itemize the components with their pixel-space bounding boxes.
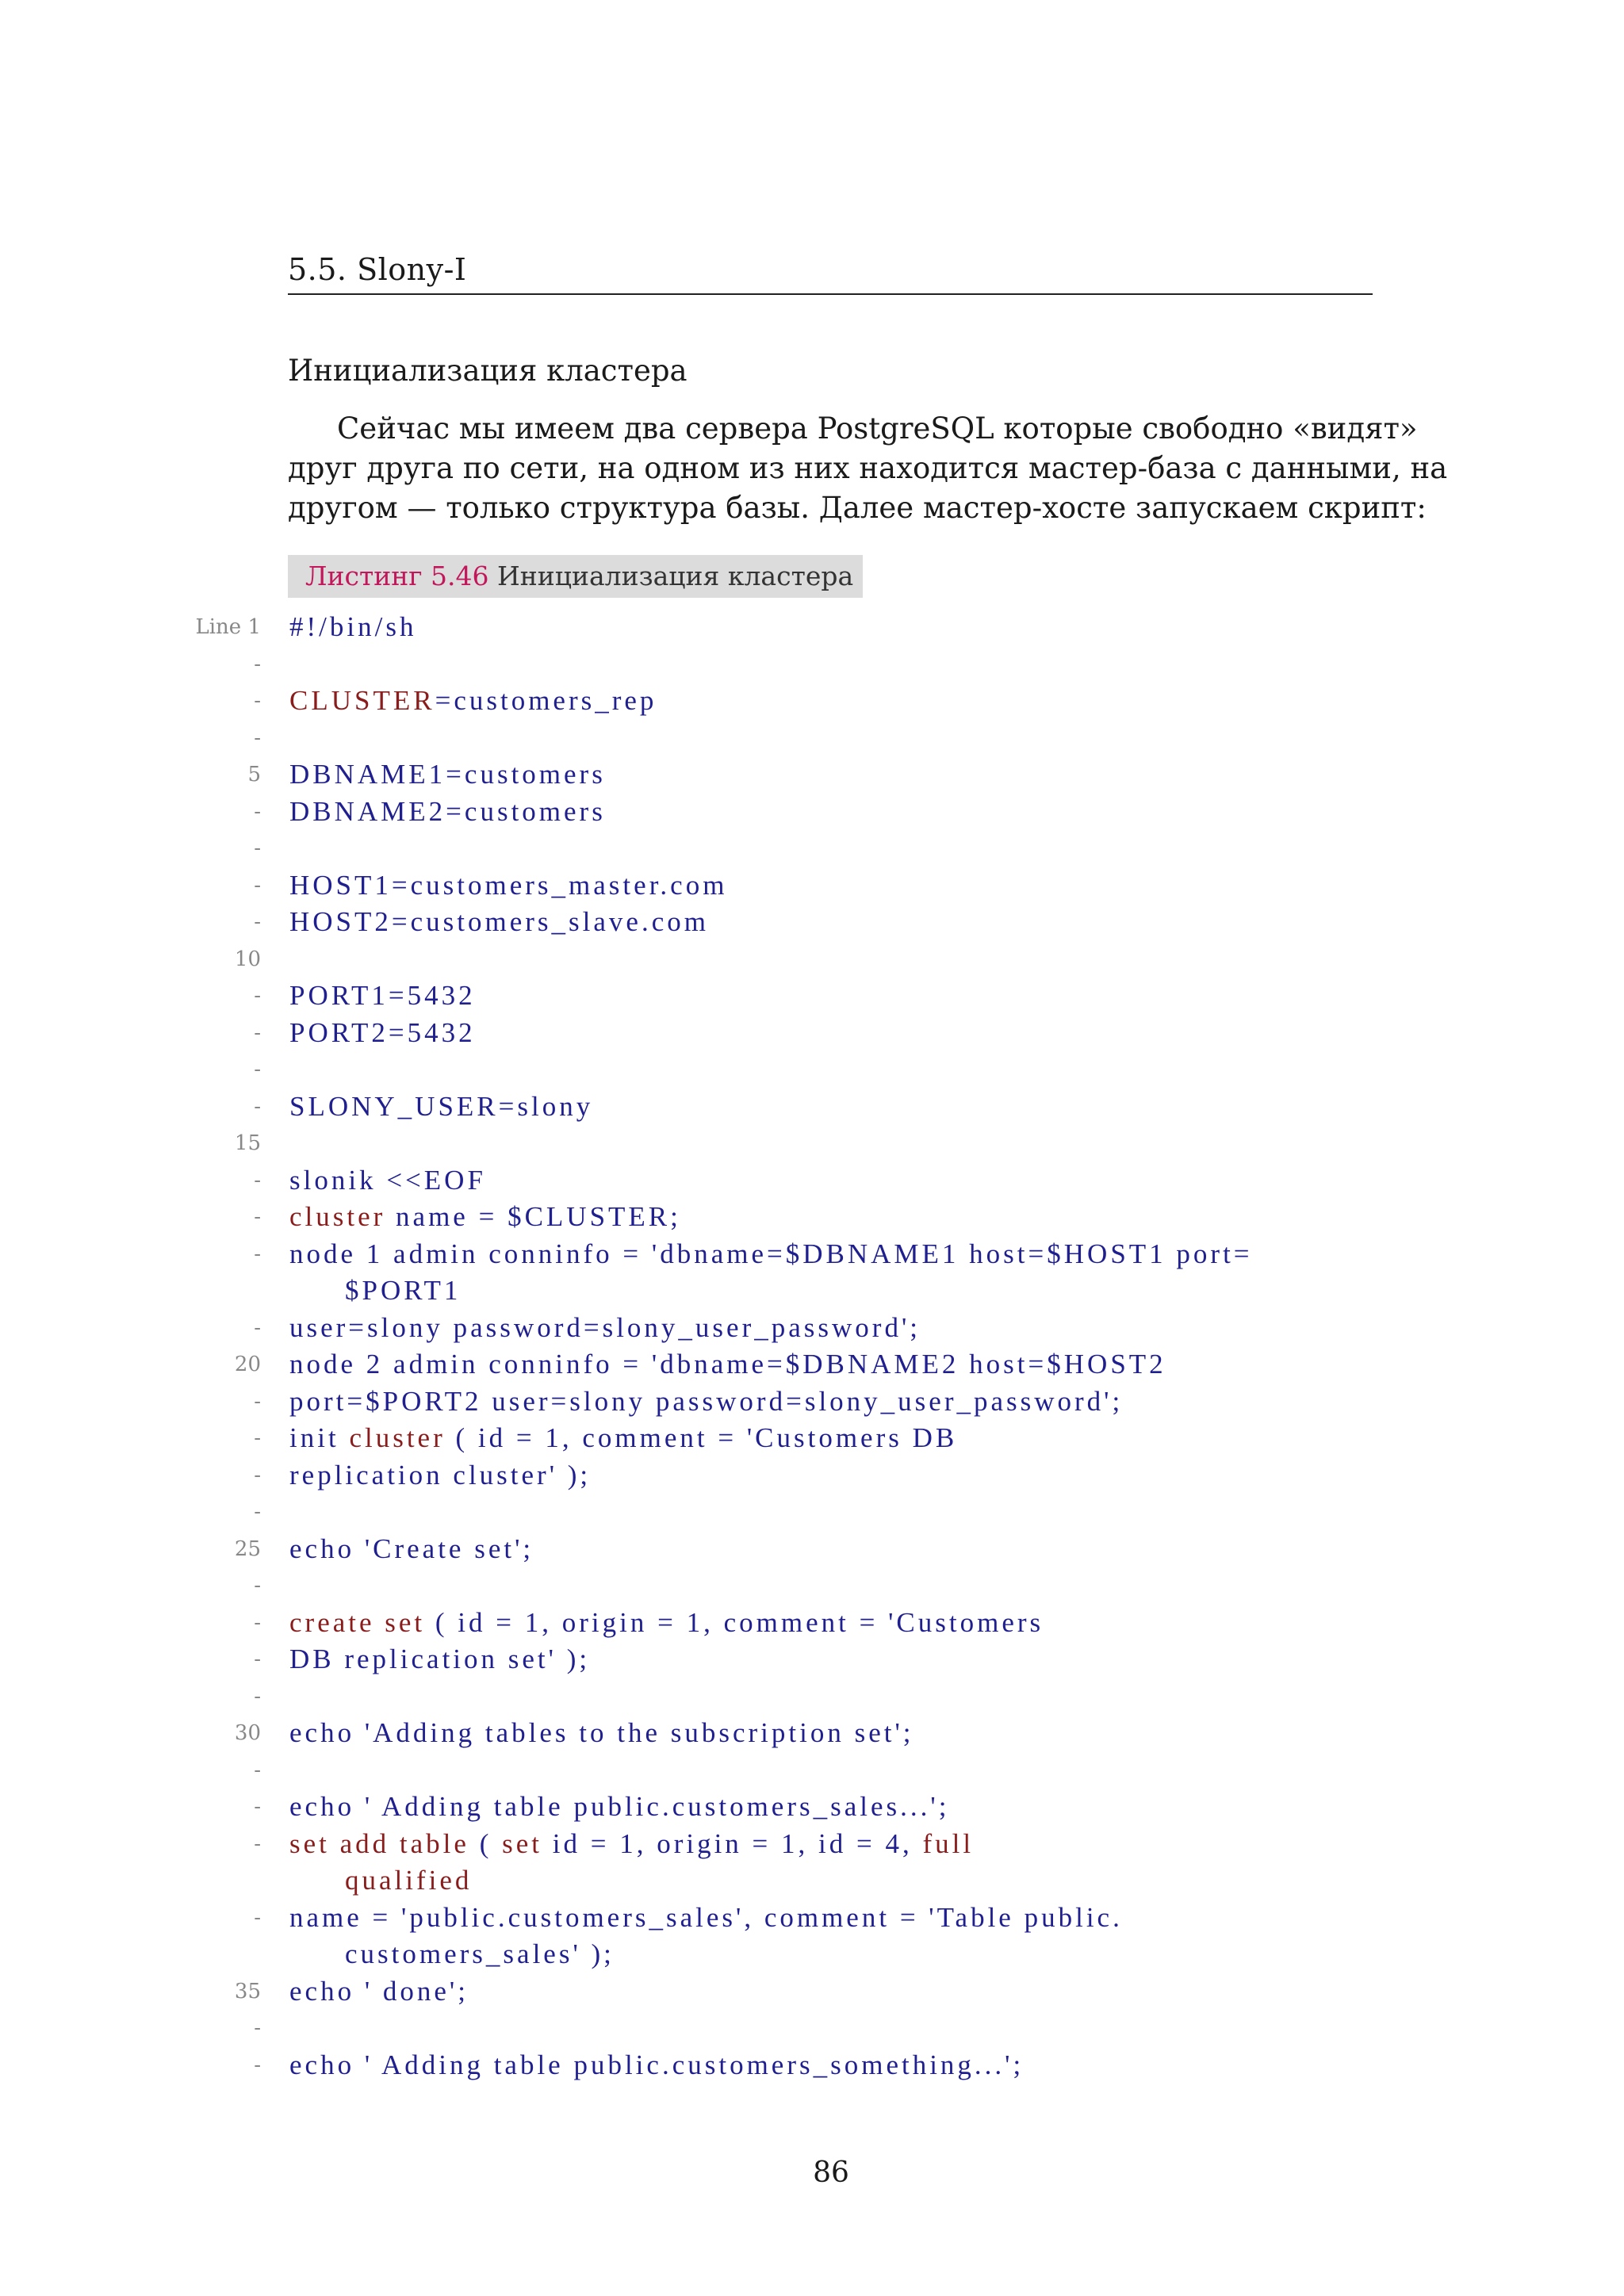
code-text — [289, 1641, 590, 1678]
code-keyword: set add table — [289, 1827, 469, 1859]
line-number: - — [254, 1574, 261, 1598]
code-line — [0, 1272, 1624, 1309]
code-token: PORT2=5432 — [289, 1016, 476, 1048]
code-token: name = $CLUSTER; — [385, 1201, 681, 1232]
code-line — [0, 1051, 1624, 1088]
code-text — [345, 1936, 615, 1973]
code-text — [289, 1236, 1253, 1272]
code-text — [289, 683, 657, 719]
code-token: ( id = 1, origin = 1, comment = 'Customers — [425, 1606, 1044, 1638]
running-header: 5.5. Slony-I — [288, 252, 467, 287]
code-line — [0, 1310, 1624, 1346]
code-line — [0, 1346, 1624, 1383]
line-number: - — [254, 1058, 261, 1081]
code-token: name = 'public.customers_sales', comment = 'Table public. — [289, 1901, 1123, 1933]
paragraph-line: Сейчас мы имеем два сервера PostgreSQL которые свободно «видят» — [337, 411, 1418, 446]
code-text — [289, 2047, 1024, 2084]
code-line — [0, 1089, 1624, 1125]
code-line — [0, 1236, 1624, 1272]
listing-caption — [288, 555, 863, 598]
line-number: 30 — [234, 1721, 261, 1745]
line-number: - — [254, 725, 261, 750]
listing-caption-text: Инициализация кластера — [497, 561, 854, 591]
line-number: - — [254, 1389, 261, 1414]
code-text — [289, 1531, 534, 1567]
code-line — [0, 978, 1624, 1014]
code-text — [345, 1862, 472, 1899]
code-text — [289, 1826, 974, 1862]
code-text — [289, 1900, 1123, 1936]
line-number: 15 — [234, 1131, 261, 1155]
code-line — [0, 2010, 1624, 2046]
code-token: echo ' done'; — [289, 1975, 469, 2007]
code-text — [289, 794, 606, 830]
line-number: - — [254, 1463, 261, 1487]
code-line — [0, 1715, 1624, 1751]
section-title: Инициализация кластера — [288, 354, 688, 388]
code-line — [0, 867, 1624, 904]
code-keyword: cluster — [349, 1422, 446, 1453]
code-line — [0, 1862, 1624, 1899]
line-number: - — [254, 2016, 261, 2040]
code-line — [0, 609, 1624, 645]
code-line — [0, 1125, 1624, 1161]
code-token: ( id = 1, comment = 'Customers DB — [445, 1422, 958, 1453]
code-keyword: full — [922, 1827, 975, 1859]
line-number: - — [254, 1205, 261, 1229]
code-token: DB replication set' ); — [289, 1644, 591, 1674]
code-keyword: create set — [289, 1606, 426, 1638]
line-number: - — [254, 1242, 261, 1266]
code-line — [0, 1826, 1624, 1862]
line-number: - — [254, 1020, 261, 1045]
line-number: 10 — [234, 947, 261, 971]
code-token: PORT1=5432 — [289, 980, 476, 1011]
code-line — [0, 941, 1624, 978]
line-number: - — [254, 689, 261, 713]
line-number: - — [254, 652, 261, 676]
code-line — [0, 1015, 1624, 1051]
code-line — [0, 830, 1624, 867]
code-line — [0, 1567, 1624, 1604]
code-text — [289, 1346, 1166, 1383]
code-token: SLONY_USER=slony — [289, 1090, 594, 1122]
code-token: #!/bin/sh — [289, 611, 417, 642]
paragraph-line: другом — только структура базы. Далее мастер-хосте запускаем скрипт: — [288, 491, 1427, 525]
code-text — [289, 756, 606, 793]
code-text — [345, 1272, 461, 1309]
code-keyword: qualified — [345, 1865, 473, 1896]
code-token: ( — [469, 1827, 503, 1859]
line-number: - — [254, 1647, 261, 1671]
code-token: id = 1, origin = 1, id = 4, — [542, 1827, 923, 1859]
line-number: - — [254, 1168, 261, 1192]
code-token: user=slony password=slony_user_password'; — [289, 1311, 921, 1343]
code-text — [289, 1457, 591, 1494]
code-text — [289, 1973, 469, 2010]
code-line — [0, 1752, 1624, 1789]
line-number: - — [254, 1831, 261, 1856]
code-text — [289, 1605, 1044, 1641]
line-number: - — [254, 1795, 261, 1819]
code-text — [289, 1089, 593, 1125]
listing-label: Листинг 5.46 — [305, 561, 489, 591]
line-number: - — [254, 1315, 261, 1340]
code-token: echo ' Adding table public.customers_something...'; — [289, 2049, 1025, 2080]
code-line — [0, 1494, 1624, 1530]
code-line — [0, 1531, 1624, 1567]
line-number: Line 1 — [195, 615, 261, 639]
code-line — [0, 794, 1624, 830]
code-line — [0, 1605, 1624, 1641]
code-text — [289, 1420, 957, 1456]
line-number: 5 — [247, 763, 261, 786]
code-line — [0, 646, 1624, 683]
paragraph-line: друг друга по сети, на одном из них находится мастер-база с данными, на — [288, 451, 1448, 485]
line-number: - — [254, 799, 261, 824]
code-token: =customers_rep — [435, 685, 657, 716]
code-line — [0, 756, 1624, 793]
code-line — [0, 1199, 1624, 1235]
code-token: $PORT1 — [345, 1275, 462, 1306]
code-text — [289, 609, 416, 645]
line-number: - — [254, 910, 261, 934]
code-token: echo 'Adding tables to the subscription set'; — [289, 1717, 914, 1748]
code-line — [0, 2047, 1624, 2084]
code-token: replication cluster' ); — [289, 1459, 592, 1490]
code-line — [0, 1678, 1624, 1715]
line-number: - — [254, 2053, 261, 2077]
line-number: - — [254, 836, 261, 860]
code-token: port=$PORT2 user=slony password=slony_user_password'; — [289, 1385, 1124, 1417]
code-text — [289, 904, 709, 940]
code-line — [0, 1936, 1624, 1973]
code-token: slonik <<EOF — [289, 1164, 486, 1196]
code-token: echo 'Create set'; — [289, 1533, 534, 1564]
line-number: 20 — [234, 1353, 261, 1376]
header-rule — [288, 293, 1373, 295]
line-number: - — [254, 1500, 261, 1524]
code-line — [0, 683, 1624, 719]
code-line — [0, 1162, 1624, 1199]
code-line — [0, 1457, 1624, 1494]
code-keyword: cluster — [289, 1201, 386, 1232]
code-text — [289, 1015, 476, 1051]
line-number: - — [254, 1094, 261, 1119]
code-token: node 1 admin conninfo = 'dbname=$DBNAME1 host=$HOST1 port= — [289, 1238, 1253, 1269]
code-text — [289, 1162, 486, 1199]
code-line — [0, 1420, 1624, 1456]
line-number: - — [254, 984, 261, 1008]
code-text — [289, 1310, 921, 1346]
code-line — [0, 1973, 1624, 2010]
line-number: - — [254, 1758, 261, 1782]
code-token: DBNAME1=customers — [289, 759, 606, 790]
code-text — [289, 1715, 914, 1751]
code-line — [0, 1789, 1624, 1825]
line-number: - — [254, 1905, 261, 1930]
code-token: node 2 admin conninfo = 'dbname=$DBNAME2 host=$HOST2 — [289, 1349, 1166, 1380]
code-line — [0, 1641, 1624, 1678]
line-number: - — [254, 1426, 261, 1450]
code-line — [0, 1383, 1624, 1420]
code-text — [289, 1789, 949, 1825]
code-text — [289, 1199, 681, 1235]
code-keyword: set — [502, 1827, 542, 1859]
code-line — [0, 904, 1624, 940]
line-number: 35 — [234, 1979, 261, 2003]
code-line — [0, 1900, 1624, 1936]
code-text — [289, 1383, 1123, 1420]
code-token: init — [289, 1422, 350, 1453]
line-number: - — [254, 873, 261, 897]
code-token: echo ' Adding table public.customers_sales...'; — [289, 1791, 950, 1822]
body-paragraph — [288, 409, 1448, 528]
line-number: - — [254, 1610, 261, 1635]
line-number: 25 — [234, 1536, 261, 1561]
code-token: customers_sales' ); — [345, 1938, 615, 1969]
code-keyword: CLUSTER — [289, 685, 435, 716]
code-token: HOST2=customers_slave.com — [289, 906, 709, 937]
code-text — [289, 978, 476, 1014]
page-number: 86 — [813, 2156, 849, 2189]
line-number: - — [254, 1684, 261, 1709]
code-line — [0, 720, 1624, 756]
code-token: HOST1=customers_master.com — [289, 869, 728, 901]
code-token: DBNAME2=customers — [289, 795, 606, 827]
code-text — [289, 867, 727, 904]
